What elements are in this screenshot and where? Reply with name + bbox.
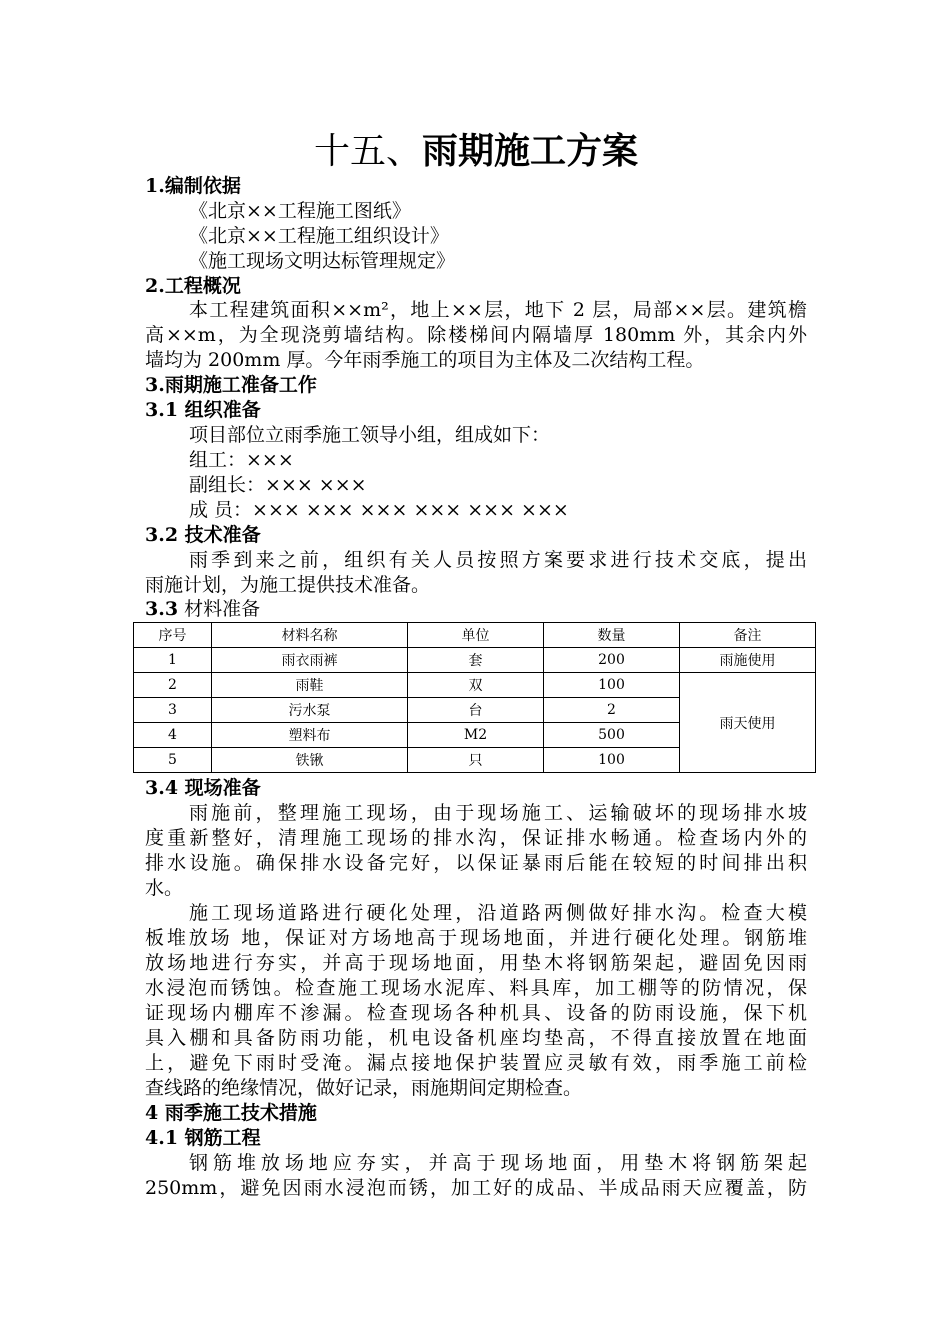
text-line: 雨季到来之前，组织有关人员按照方案要求进行技术交底，提出 bbox=[189, 549, 807, 571]
table-cell: 500 bbox=[544, 723, 680, 748]
text-line: 上，避免下雨时受淹。漏点接地保护装置应灵敏有效，雨季施工前检 bbox=[145, 1052, 807, 1074]
text-line: 板堆放场 地，保证对方场地高于现场地面，并进行硬化处理。钢筋堆 bbox=[145, 927, 807, 949]
section-4-1-heading: 4.1 钢筋工程 bbox=[145, 1127, 261, 1149]
text-line: 高××m，为全现浇剪墙结构。除楼梯间内隔墙厚 180mm 外，其余内外 bbox=[145, 324, 807, 346]
table-cell: 双 bbox=[408, 673, 544, 698]
note-cell-merged: 雨天使用 bbox=[680, 673, 816, 773]
text-line: 雨施前，整理施工现场，由于现场施工、运输破坏的现场排水坡 bbox=[189, 802, 807, 824]
table-cell: 3 bbox=[134, 698, 212, 723]
table-row bbox=[134, 648, 816, 673]
text-line: 钢筋堆放场地应夯实，并高于现场地面，用垫木将钢筋架起 bbox=[189, 1152, 807, 1174]
section-3-4-paragraph-2 bbox=[145, 901, 807, 1101]
table-cell: 100 bbox=[544, 673, 680, 698]
table-cell: 雨衣雨裤 bbox=[212, 648, 408, 673]
text-line: 水浸泡而锈蚀。检查施工现场水泥库、料具库，加工棚等的防情况，保 bbox=[145, 977, 807, 999]
section-3-2-heading: 3.2 技术准备 bbox=[145, 524, 261, 546]
title-prefix: 十五、 bbox=[313, 131, 422, 172]
text-line: 放场地进行夯实，并高于现场地面，用垫木将钢筋架起，避固免因雨 bbox=[145, 952, 807, 974]
reference-item: 《北京××工程施工组织设计》 bbox=[189, 225, 449, 247]
text-line: 副组长：××× ××× bbox=[189, 474, 367, 496]
section-1-heading: 1.编制依据 bbox=[145, 175, 241, 197]
table-header-row bbox=[134, 623, 816, 648]
section-4-heading: 4 雨季施工技术措施 bbox=[145, 1102, 317, 1124]
page-title bbox=[145, 128, 807, 175]
table-cell: 污水泵 bbox=[212, 698, 408, 723]
table-cell: 塑料布 bbox=[212, 723, 408, 748]
table-cell: 2 bbox=[134, 673, 212, 698]
section-3-3-heading bbox=[145, 597, 260, 622]
reference-item: 《施工现场文明达标管理规定》 bbox=[189, 250, 456, 272]
table-cell: 200 bbox=[544, 648, 680, 673]
section-3-heading: 3.雨期施工准备工作 bbox=[145, 374, 317, 396]
heading-number: 3.3 bbox=[145, 598, 179, 620]
note-cell: 雨施使用 bbox=[680, 648, 816, 673]
section-3-2-body bbox=[145, 548, 807, 598]
table-cell: 铁锹 bbox=[212, 748, 408, 773]
text-line: 排水设施。确保排水设备完好，以保证暴雨后能在较短的时间排出积 bbox=[145, 852, 807, 874]
table-cell: 套 bbox=[408, 648, 544, 673]
text-line: 查线路的绝缘情况，做好记录，雨施期间定期检查。 bbox=[145, 1077, 583, 1099]
section-2-heading: 2.工程概况 bbox=[145, 275, 241, 297]
text-line: 本工程建筑面积××m²，地上××层，地下 2 层，局部××层。建筑檐 bbox=[189, 299, 807, 321]
section-3-4-paragraph-1 bbox=[145, 801, 807, 901]
header-cell: 单位 bbox=[408, 623, 544, 648]
section-3-4-heading: 3.4 现场准备 bbox=[145, 777, 261, 799]
table-cell: M2 bbox=[408, 723, 544, 748]
header-cell: 材料名称 bbox=[212, 623, 408, 648]
section-4-1-body bbox=[145, 1151, 807, 1201]
header-cell: 数量 bbox=[544, 623, 680, 648]
section-3-1-heading: 3.1 组织准备 bbox=[145, 399, 261, 421]
text-line: 项目部位立雨季施工领导小组，组成如下： bbox=[189, 424, 551, 446]
section-2-body bbox=[145, 298, 807, 373]
text-line: 具入棚和具备防雨功能，机电设备机座均垫高，不得直接放置在地面 bbox=[145, 1027, 807, 1049]
text-line: 水。 bbox=[145, 877, 184, 899]
table-cell: 雨鞋 bbox=[212, 673, 408, 698]
table-cell: 台 bbox=[408, 698, 544, 723]
text-line: 施工现场道路进行硬化处理，沿道路两侧做好排水沟。检查大模 bbox=[189, 902, 807, 924]
table-cell: 只 bbox=[408, 748, 544, 773]
text-line: 组工：××× bbox=[189, 449, 294, 471]
materials-table bbox=[133, 622, 816, 773]
text-line: 证现场内棚库不渗漏。检查现场各种机具、设备的防雨设施，保下机 bbox=[145, 1002, 807, 1024]
table-cell: 4 bbox=[134, 723, 212, 748]
text-line: 墙均为 200mm 厚。今年雨季施工的项目为主体及二次结构工程。 bbox=[145, 349, 705, 371]
header-cell: 备注 bbox=[680, 623, 816, 648]
reference-item: 《北京××工程施工图纸》 bbox=[189, 200, 411, 222]
table-cell: 5 bbox=[134, 748, 212, 773]
title-main: 雨期施工方案 bbox=[422, 130, 639, 172]
header-cell: 序号 bbox=[134, 623, 212, 648]
text-line: 成 员：××× ××× ××× ××× ××× ××× bbox=[189, 499, 569, 521]
text-line: 雨施计划，为施工提供技术准备。 bbox=[145, 574, 431, 596]
table-cell: 1 bbox=[134, 648, 212, 673]
table-row bbox=[134, 673, 816, 698]
text-line: 250mm，避免因雨水浸泡而锈，加工好的成品、半成品雨天应覆盖，防 bbox=[145, 1177, 807, 1199]
table-cell: 100 bbox=[544, 748, 680, 773]
heading-text: 材料准备 bbox=[178, 598, 261, 620]
table-cell: 2 bbox=[544, 698, 680, 723]
text-line: 度重新整好，清理施工现场的排水沟，保证排水畅通。检查场内外的 bbox=[145, 827, 807, 849]
